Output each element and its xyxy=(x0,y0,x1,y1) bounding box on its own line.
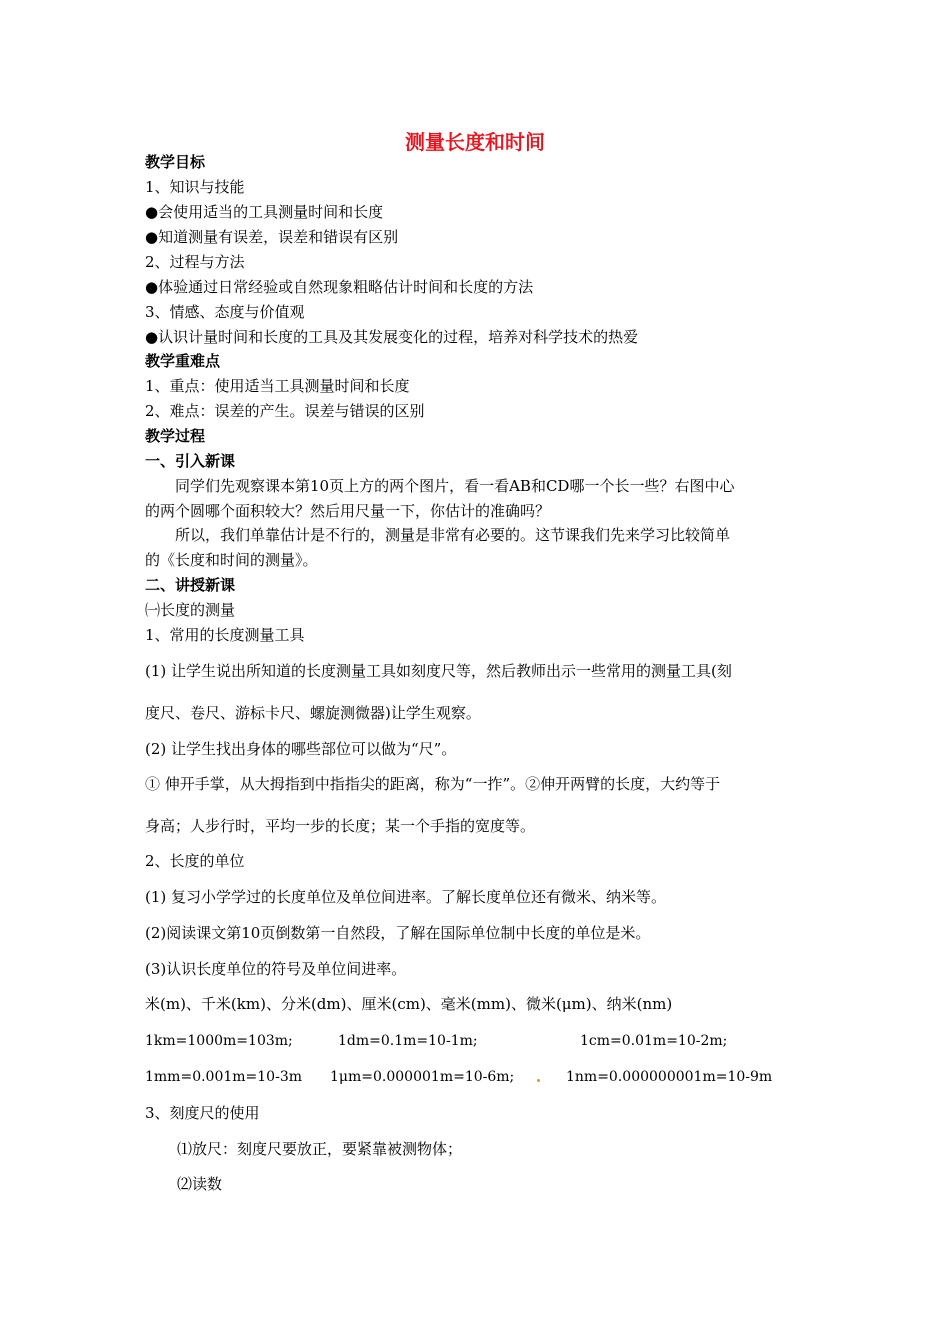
intro-paragraph-1: 同学们先观察课本第10页上方的两个图片，看一看AB和CD哪一个长一些？右图中心 xyxy=(175,477,735,495)
topic-ruler-usage: 3、刻度尺的使用 xyxy=(145,1104,260,1122)
tools-item-2: (2) 让学生找出身体的哪些部位可以做为“尺”。 xyxy=(145,740,457,758)
tools-item-3: ① 伸开手掌，从大拇指到中指指尖的距离，称为“一拃”。②伸开两臂的长度，大约等于 xyxy=(145,775,721,793)
objective-bullet-3: ●体验通过日常经验或自然现象粗略估计时间和长度的方法 xyxy=(145,278,534,296)
intro-paragraph-1-cont: 的两个圆哪个面积较大？然后用尺量一下，你估计的准确吗？ xyxy=(145,502,551,520)
formula-km: 1km=1000m=103m; xyxy=(145,1033,293,1049)
formula-um: 1μm=0.000001m=10-6m; xyxy=(330,1069,515,1085)
unit-symbols: 米(m)、千米(km)、分米(dm)、厘米(cm)、毫米(mm)、微米(μm)、纳米(nm) xyxy=(145,995,673,1013)
objective-bullet-1: ●会使用适当的工具测量时间和长度 xyxy=(145,203,384,221)
units-item-1: (1) 复习小学学过的长度单位及单位间进率。了解长度单位还有微米、纳米等。 xyxy=(145,888,667,906)
units-item-3: (3)认识长度单位的符号及单位间进率。 xyxy=(145,960,407,978)
length-measurement-subheading: ㈠长度的测量 xyxy=(145,601,236,619)
topic-units: 2、长度的单位 xyxy=(145,852,245,870)
intro-paragraph-2-cont: 的《长度和时间的测量》。 xyxy=(145,551,318,569)
formula-dm: 1dm=0.1m=10-1m; xyxy=(338,1033,478,1049)
keypoint-1: 1、重点：使用适当工具测量时间和长度 xyxy=(145,377,410,395)
objectives-section-3: 3、情感、态度与价值观 xyxy=(145,303,305,321)
ruler-step-1: ⑴放尺：刻度尺要放正，要紧靠被测物体； xyxy=(177,1140,463,1158)
keypoint-2: 2、难点：误差的产生。误差与错误的区别 xyxy=(145,402,425,420)
objective-bullet-2: ●知道测量有误差，误差和错误有区别 xyxy=(145,228,399,246)
intro-paragraph-2: 所以，我们单靠估计是不行的，测量是非常有必要的。这节课我们先来学习比较简单 xyxy=(175,526,731,544)
topic-tools: 1、常用的长度测量工具 xyxy=(145,626,305,644)
ruler-step-2: ⑵读数 xyxy=(177,1175,223,1193)
tools-item-1-cont: 度尺、卷尺、游标卡尺、螺旋测微器)让学生观察。 xyxy=(145,704,481,722)
keypoints-heading: 教学重难点 xyxy=(145,352,221,370)
process-heading: 教学过程 xyxy=(145,427,206,445)
page-title: 测量长度和时间 xyxy=(405,130,545,154)
objective-bullet-4: ●认识计量时间和长度的工具及其发展变化的过程，培养对科学技术的热爱 xyxy=(145,328,639,346)
stray-dot xyxy=(537,1079,540,1082)
part2-heading: 二、讲授新课 xyxy=(145,576,236,594)
part1-heading: 一、引入新课 xyxy=(145,452,236,470)
tools-item-1: (1) 让学生说出所知道的长度测量工具如刻度尺等，然后教师出示一些常用的测量工具(刻 xyxy=(145,662,732,680)
objectives-heading: 教学目标 xyxy=(145,153,206,171)
formula-mm: 1mm=0.001m=10-3m xyxy=(145,1069,303,1085)
objectives-section-1: 1、知识与技能 xyxy=(145,178,245,196)
formula-cm: 1cm=0.01m=10-2m; xyxy=(580,1033,728,1049)
formula-nm: 1nm=0.000000001m=10-9m xyxy=(566,1069,773,1085)
objectives-section-2: 2、过程与方法 xyxy=(145,253,245,271)
tools-item-3-cont: 身高；人步行时，平均一步的长度；某一个手指的宽度等。 xyxy=(145,817,536,835)
units-item-2: (2)阅读课文第10页倒数第一自然段，了解在国际单位制中长度的单位是米。 xyxy=(145,924,651,942)
